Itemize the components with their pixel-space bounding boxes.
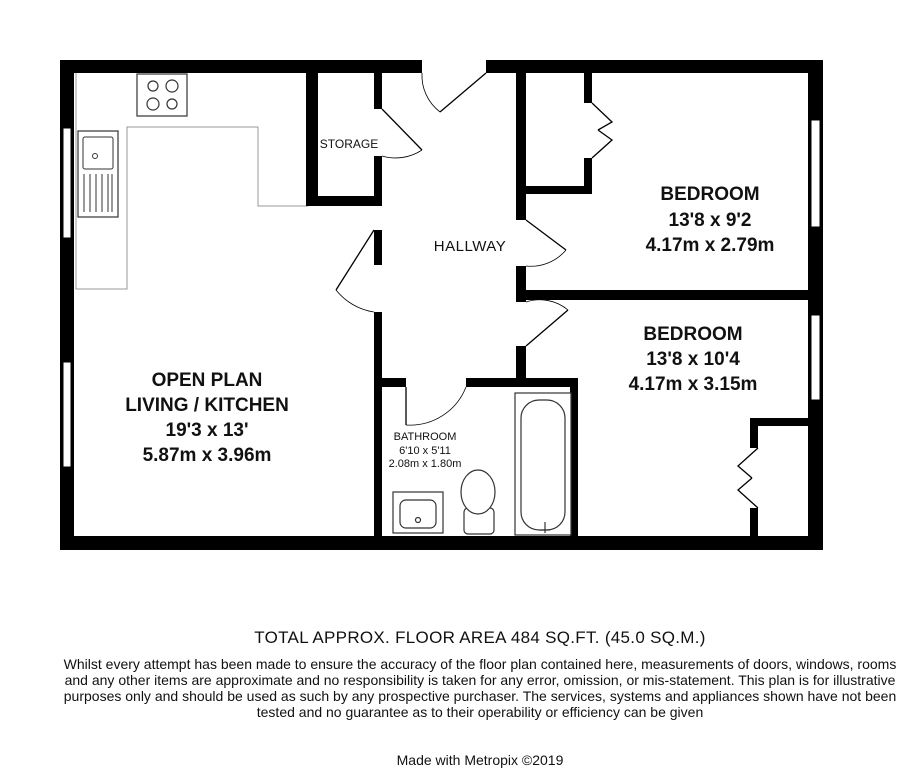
kitchen-sink-icon — [78, 131, 118, 217]
toilet-icon — [461, 470, 495, 534]
bathroom-metric: 2.08m x 1.80m — [388, 458, 462, 470]
total-floor-area: TOTAL APPROX. FLOOR AREA 484 SQ.FT. (45.0 SQ.M.) — [254, 628, 706, 647]
walls — [60, 60, 823, 550]
living-room-metric: 5.87m x 3.96m — [142, 445, 272, 466]
living-room-name-2: LIVING / KITCHEN — [125, 395, 289, 416]
basin-icon — [393, 492, 443, 533]
living-room-name-1: OPEN PLAN — [151, 370, 263, 391]
bedroom2-metric: 4.17m x 3.15m — [628, 374, 758, 395]
bedroom1-metric: 4.17m x 2.79m — [645, 235, 775, 256]
disclaimer-text: Whilst every attempt has been made to ensure the accuracy of the floor plan contained here, measurements of doors, windows, rooms and any other items are approximate and no responsibility is taken for any error, omission, or mis-statement. This plan is for illustrative purposes only and should be used as such by any prospective purchaser. The services, systems and appliances shown have not been tested and no guarantee as to their operability or efficiency can be given — [63, 656, 897, 720]
hob-icon — [137, 74, 187, 116]
bathroom-name: BATHROOM — [393, 431, 457, 443]
bath-icon — [515, 393, 571, 535]
bedroom1-imperial: 13'8 x 9'2 — [668, 210, 752, 231]
hallway-name: HALLWAY — [433, 238, 507, 255]
metropix-credit: Made with Metropix ©2019 — [396, 752, 564, 768]
bedroom2-name: BEDROOM — [643, 324, 743, 345]
bedroom1-name: BEDROOM — [660, 184, 760, 205]
bathroom-imperial: 6'10 x 5'11 — [399, 445, 451, 457]
living-room-imperial: 19'3 x 13' — [165, 420, 249, 441]
bedroom2-imperial: 13'8 x 10'4 — [646, 349, 740, 370]
storage-name: STORAGE — [319, 137, 379, 151]
